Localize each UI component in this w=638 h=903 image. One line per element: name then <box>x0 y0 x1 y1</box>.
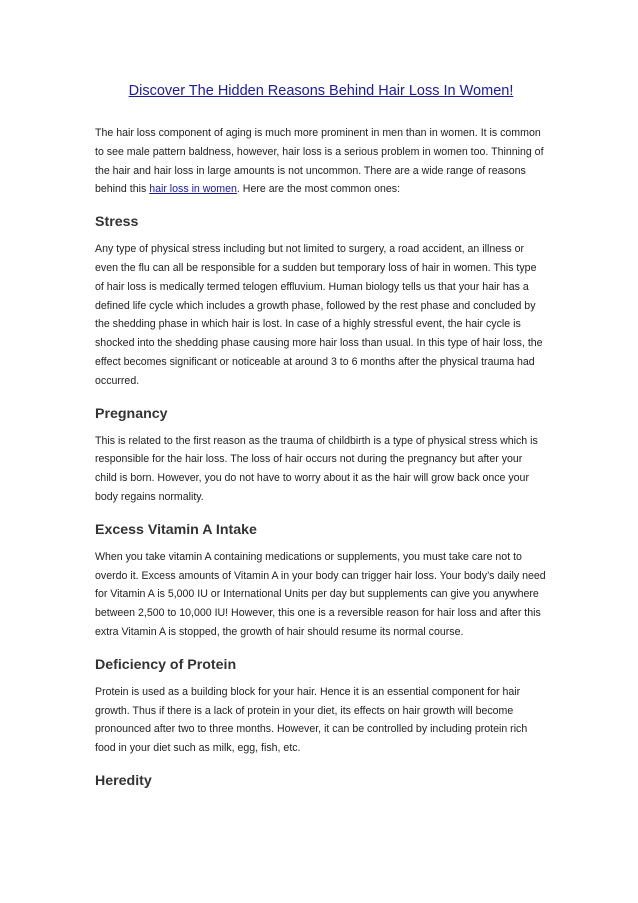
section-body-vitamin-a: When you take vitamin A containing medications or supplements, you must take care not to overdo it. Excess amounts of Vitamin A in your body can trigger hair loss. Your body’s daily need for Vitamin A is 5,000 IU or International Units per day but supplements can give you anywhere between 2,500 to 10,000 IU! However, this one is a reversible reason for hair loss and after this extra Vitamin A is stopped, the growth of hair should resume its normal course. <box>95 550 546 638</box>
section-heading-pregnancy: Pregnancy <box>95 405 168 422</box>
section-body-pregnancy: This is related to the first reason as the trauma of childbirth is a type of physical stress which is responsible for the hair loss. The loss of hair occurs not during the pregnancy but after your child is born. However, you do not have to worry about it as the hair will grow back once your body regains normality. <box>95 434 538 503</box>
intro-text-after-link: . Here are the most common ones: <box>236 183 401 196</box>
section-heading-heredity: Heredity <box>95 772 152 789</box>
section-heading-protein: Deficiency of Protein <box>95 656 237 673</box>
section-heading-stress: Stress <box>95 214 139 231</box>
section-body-protein: Protein is used as a building block for your hair. Hence it is an essential component for hair growth. Thus if there is a lack of protein in your diet, its effects on hair growth will become pronounced after two to three months. However, it can be controlled by including protein rich food in your diet such as milk, egg, fish, etc. <box>95 685 528 755</box>
document-page <box>95 82 547 799</box>
section-body-stress: Any type of physical stress including but not limited to surgery, a road accident, an illness or even the flu can all be responsible for a sudden but temporary loss of hair in women. This type of hair loss is medically termed telogen effluvium. Human biology tells us that your hair has a defined life cycle which includes a growth phase, followed by the rest phase and concluded by the shedding phase in which hair is lost. In case of a highly stressful event, the hair cycle is shocked into the shedding phase causing more hair loss than usual. In this type of hair loss, the effect becomes significant or noticeable at around 3 to 6 months after the physical trauma had occurred. <box>95 243 543 387</box>
section-heading-vitamin-a: Excess Vitamin A Intake <box>95 521 257 538</box>
intro-paragraph <box>95 124 547 199</box>
intro-text-before-link: The hair loss component of aging is much more prominent in men than in women. It is common to see male pattern baldness, however, hair loss is a serious problem in women too. Thinning of the hair and hair loss in large amounts is not uncommon. There are a wide range of reasons behind this <box>95 127 544 196</box>
hair-loss-in-women-link[interactable]: hair loss in women <box>149 183 237 196</box>
document-title-link[interactable]: Discover The Hidden Reasons Behind Hair Loss In Women! <box>128 83 514 99</box>
